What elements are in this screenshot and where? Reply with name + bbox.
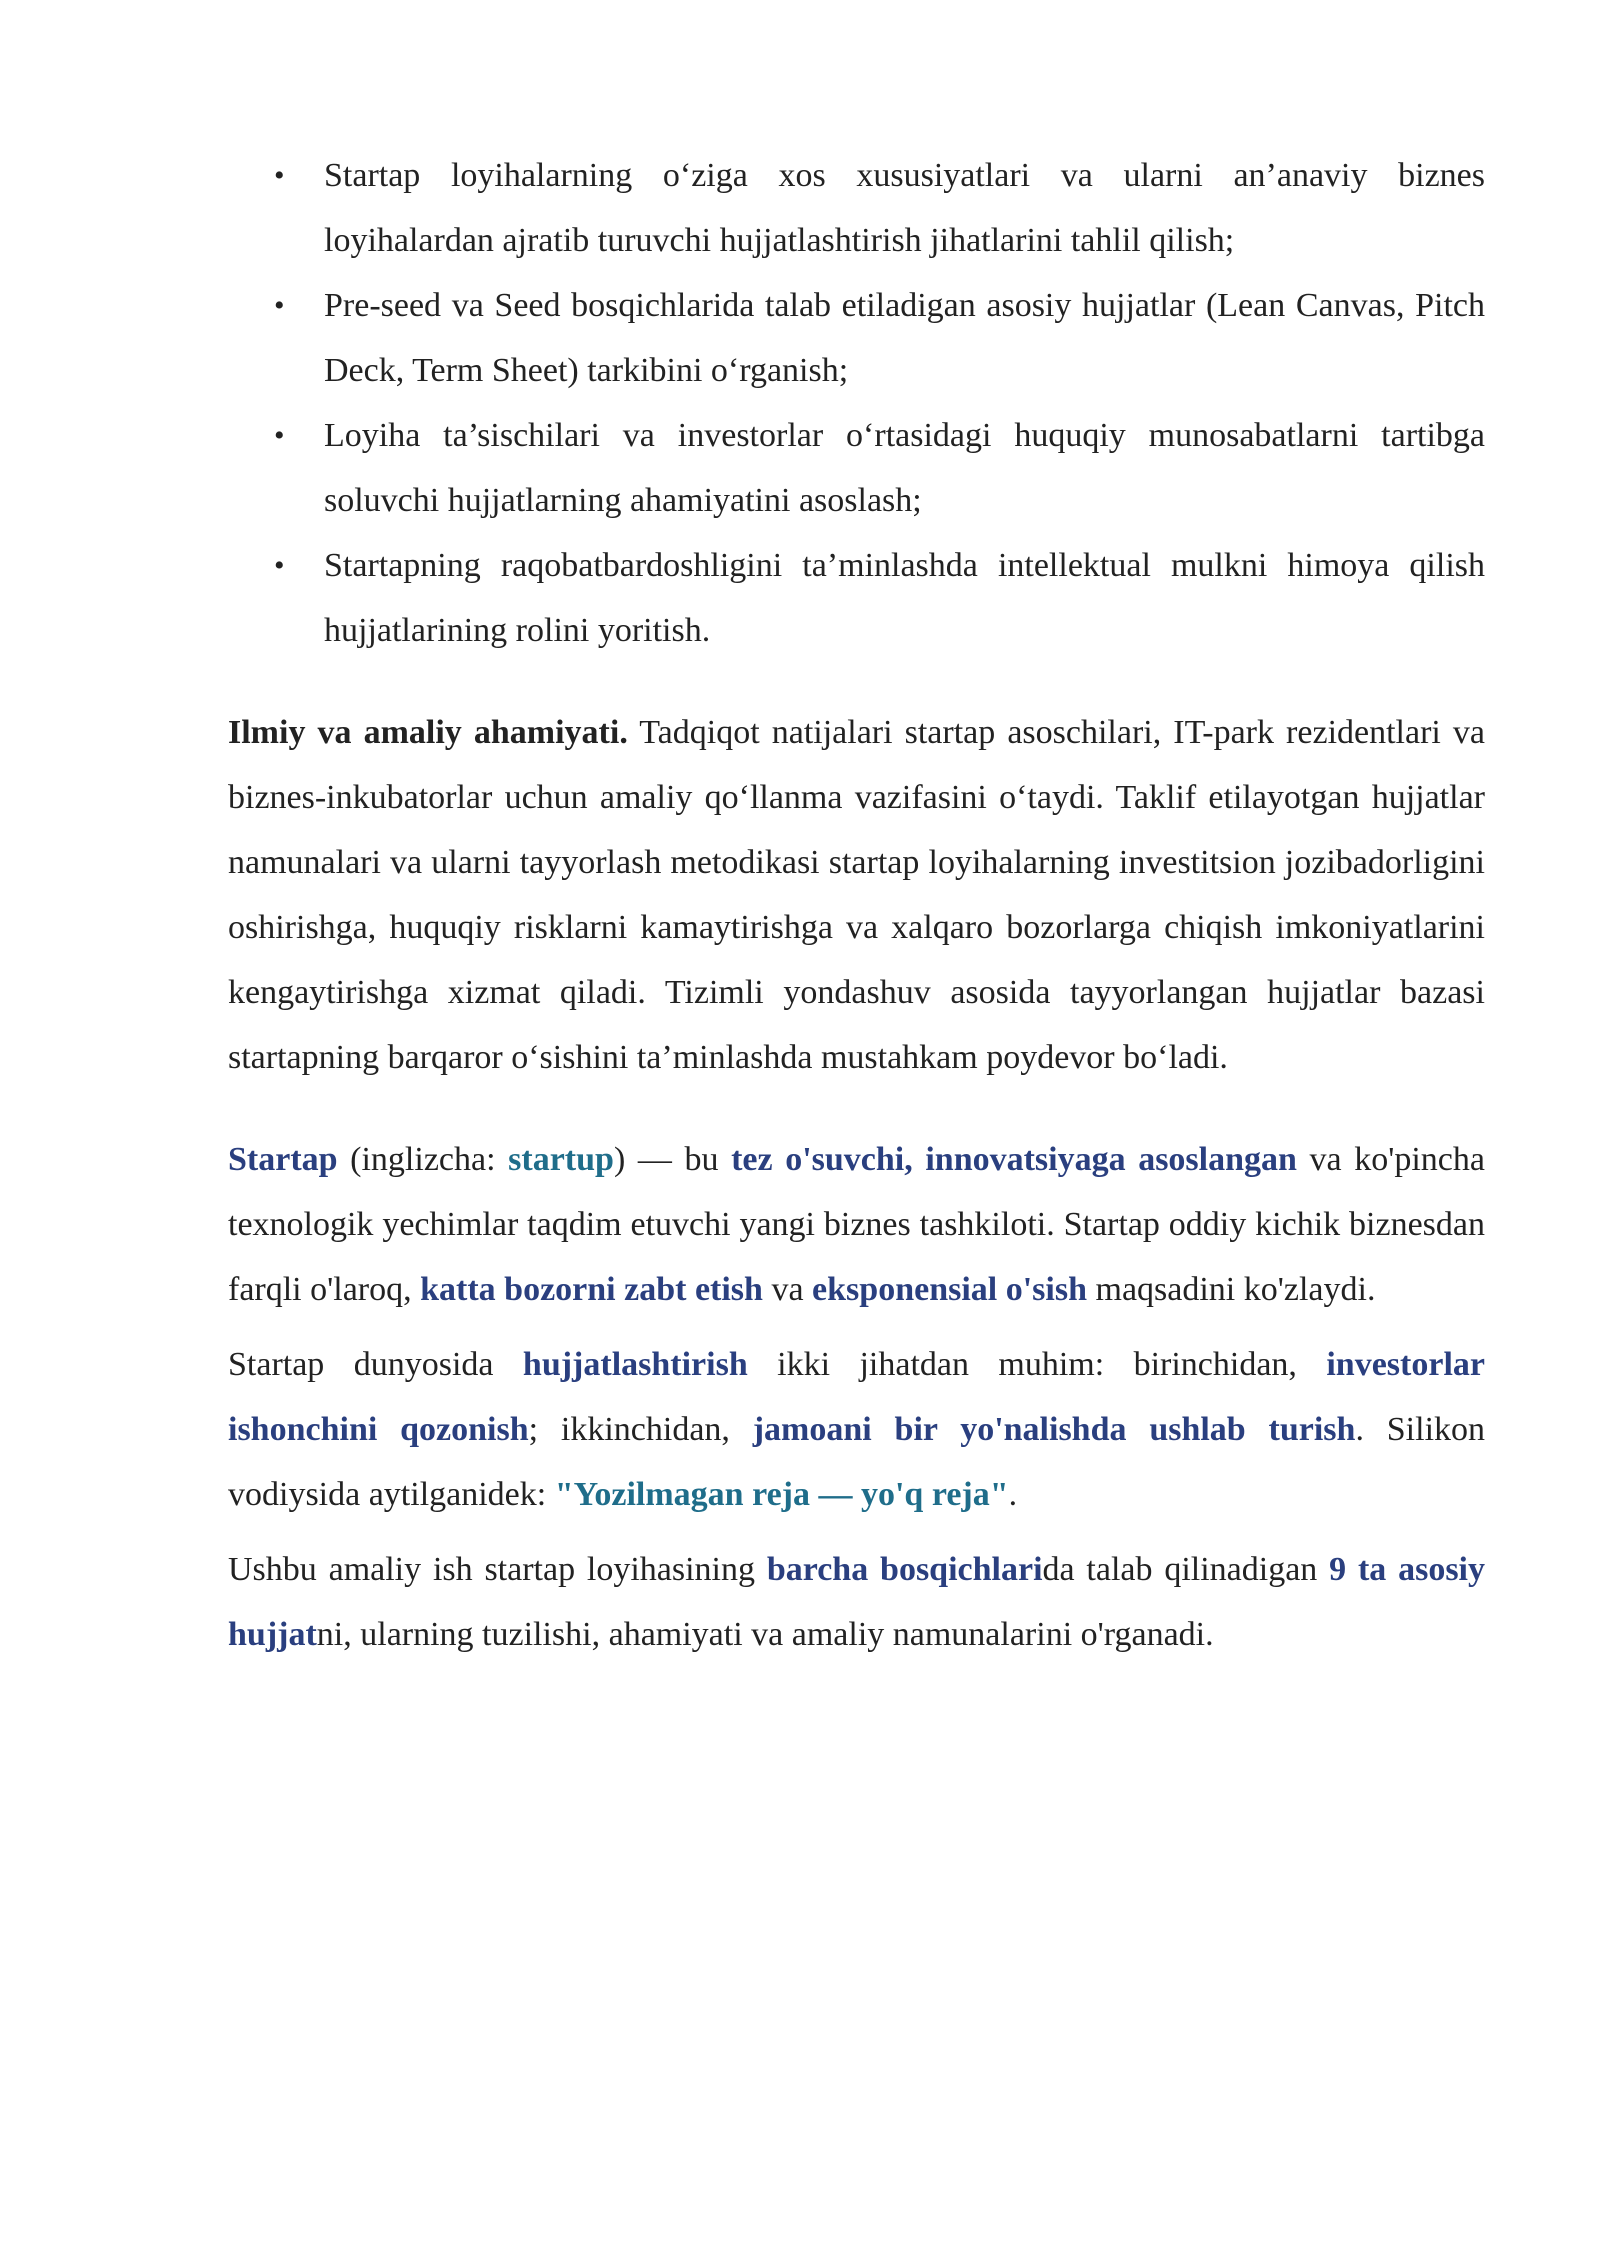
highlight-investors: investorlar ishonchini qozonish xyxy=(228,1346,1485,1448)
list-item-text: Startapning raqobatbardoshligini ta’minlashda intellektual mulkni himoya qilish hujjatlarining rolini yoritish. xyxy=(324,547,1485,649)
text-run: . Silikon vodiysida aytilganidek: xyxy=(228,1411,1486,1513)
significance-paragraph xyxy=(228,700,1485,1090)
text-run: Startap dunyosida xyxy=(228,1346,523,1383)
list-item xyxy=(228,533,1485,663)
highlight-market: katta bozorni zabt etish xyxy=(420,1271,763,1308)
list-item xyxy=(228,403,1485,533)
quote: "Yozilmagan reja — yo'q reja" xyxy=(554,1476,1009,1513)
list-item xyxy=(228,143,1485,273)
highlight-team: jamoani bir yo'nalishda ushlab turish xyxy=(752,1411,1356,1448)
highlight-nine-documents: 9 ta asosiy hujjat xyxy=(228,1551,1485,1653)
text-run: ; ikkinchidan, xyxy=(528,1411,753,1448)
document-page xyxy=(228,143,1485,1667)
text-run: ni, ularning tuzilishi, ahamiyati va amaliy namunalarini o'rganadi. xyxy=(316,1616,1214,1653)
text-run: . xyxy=(1008,1476,1018,1513)
significance-heading: Ilmiy va amaliy ahamiyati. xyxy=(228,714,628,751)
list-item-text: Pre-seed va Seed bosqichlarida talab etiladigan asosiy hujjatlar (Lean Canvas, Pitch Deck, Term Sheet) tarkibini o‘rganish; xyxy=(324,287,1485,389)
text-run: Ushbu amaliy ish startap loyihasining xyxy=(228,1551,767,1588)
bullet-icon: • xyxy=(274,289,285,322)
highlight-fast-growth: tez o'suvchi, innovatsiyaga asoslangan xyxy=(731,1141,1297,1178)
text-run: maqsadini ko'zlaydi. xyxy=(1087,1271,1376,1308)
text-run: va ko'pincha texnologik yechimlar taqdim etuvchi yangi biznes tashkiloti. Startap oddiy kichik biznesdan farqli o'laroq, xyxy=(228,1141,1485,1308)
bullet-icon: • xyxy=(274,419,285,452)
text-run: (inglizcha: xyxy=(337,1141,509,1178)
importance-paragraph xyxy=(228,1332,1485,1527)
text-run: va xyxy=(762,1271,813,1308)
significance-text: Tadqiqot natijalari startap asoschilari, IT-park rezidentlari va biznes-inkubatorlar uchun amaliy qo‘llanma vazifasini o‘taydi. Taklif etilayotgan hujjatlar namunalari va ularni tayyorlash metodikasi startap loyihalarning investitsion jozibadorligini oshirishga, huquqiy risklarni kamaytirishga va xalqaro bozorlarga chiqish imkoniyatlarini kengaytirishga xizmat qiladi. Tizimli yondashuv asosida tayyorlangan hujjatlar bazasi startapning barqaror o‘sishini ta’minlashda mustahkam poydevor bo‘ladi. xyxy=(228,714,1486,1076)
highlight-documentation: hujjatlashtirish xyxy=(522,1346,748,1383)
term-english: startup xyxy=(508,1141,614,1178)
text-run: ) — bu xyxy=(613,1141,732,1178)
list-item xyxy=(228,273,1485,403)
list-item-text: Loyiha ta’sischilari va investorlar o‘rtasidagi huquqiy munosabatlarni tartibga soluvchi hujjatlarning ahamiyatini asoslash; xyxy=(324,417,1485,519)
term-startap: Startap xyxy=(228,1141,338,1178)
definition-paragraph xyxy=(228,1127,1485,1322)
highlight-all-stages: barcha bosqichlari xyxy=(766,1551,1043,1588)
text-run: ikki jihatdan muhim: birinchidan, xyxy=(747,1346,1327,1383)
bullet-icon: • xyxy=(274,549,285,582)
highlight-exponential: eksponensial o'sish xyxy=(812,1271,1087,1308)
objectives-list xyxy=(228,143,1485,663)
bullet-icon: • xyxy=(274,159,285,192)
list-item-text: Startap loyihalarning o‘ziga xos xususiyatlari va ularni an’anaviy biznes loyihalardan ajratib turuvchi hujjatlashtirish jihatlarini tahlil qilish; xyxy=(324,157,1485,259)
scope-paragraph xyxy=(228,1537,1485,1667)
text-run: da talab qilinadigan xyxy=(1042,1551,1330,1588)
